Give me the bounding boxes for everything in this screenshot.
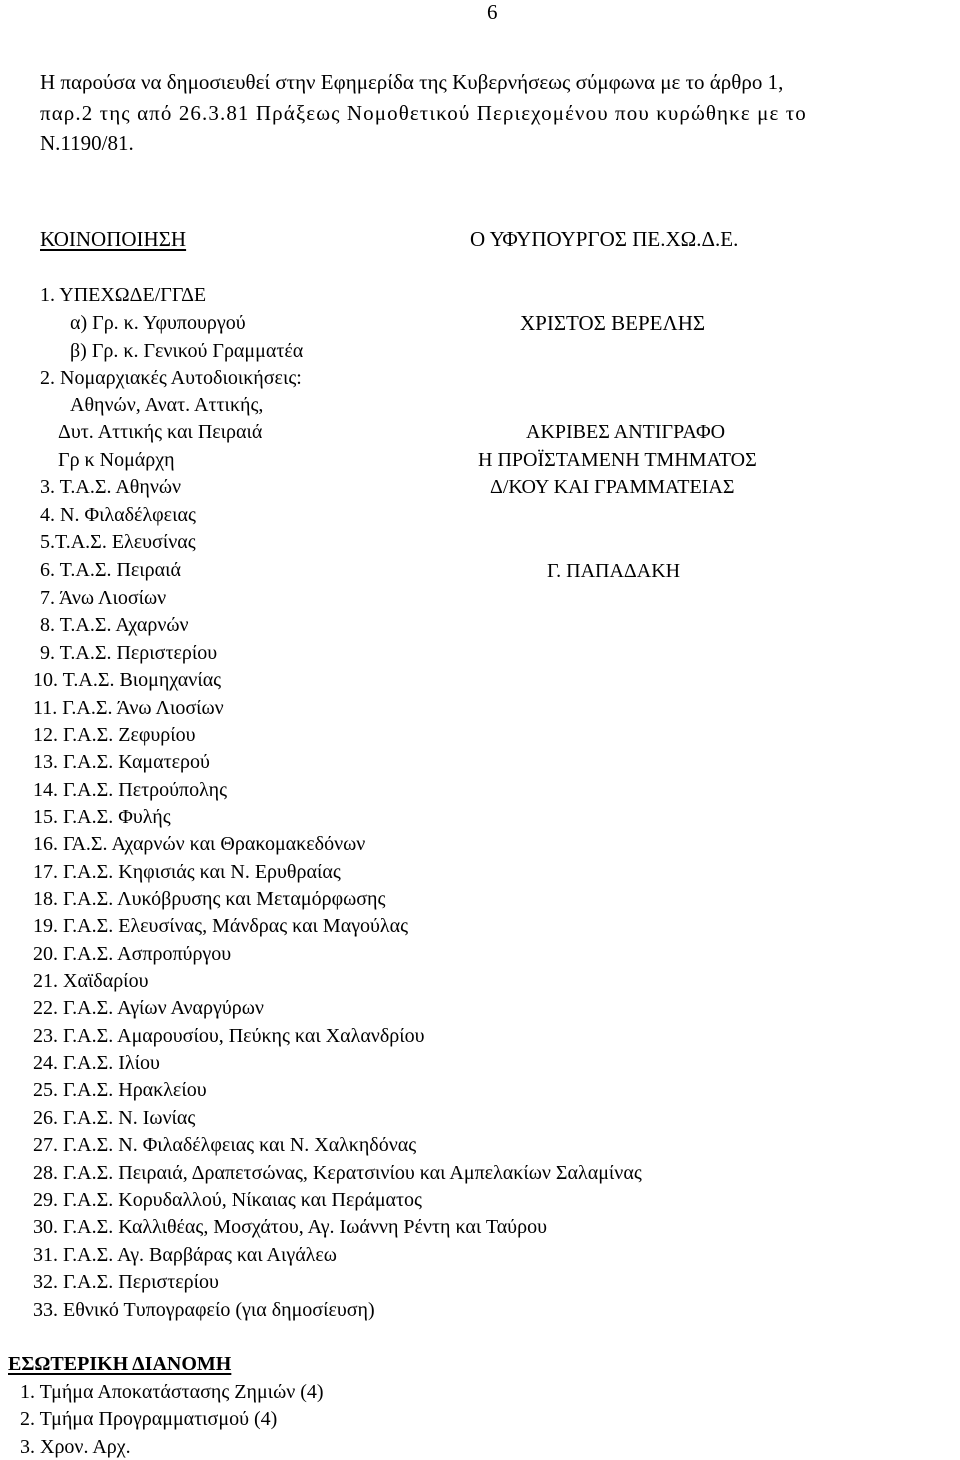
distribution-item: 12. Γ.Α.Σ. Ζεφυρίου <box>33 724 196 746</box>
distribution-item: Δυτ. Αττικής και Πειραιά <box>58 421 263 443</box>
distribution-item: 19. Γ.Α.Σ. Ελευσίνας, Μάνδρας και Μαγούλας <box>33 915 409 937</box>
distribution-item: 25. Γ.Α.Σ. Ηρακλείου <box>33 1079 207 1101</box>
distribution-item: 24. Γ.Α.Σ. Ιλίου <box>33 1052 160 1074</box>
publication-note-line-3: Ν.1190/81. <box>40 131 134 155</box>
distribution-item: 10. Τ.Α.Σ. Βιομηχανίας <box>33 669 222 691</box>
distribution-item: 7. Άνω Λιοσίων <box>40 587 167 609</box>
distribution-item: 14. Γ.Α.Σ. Πετρούπολης <box>33 779 228 801</box>
distribution-item: 5.Τ.Α.Σ. Ελευσίνας <box>40 531 196 553</box>
certification-name: Γ. ΠΑΠΑΔΑΚΗ <box>547 560 681 582</box>
distribution-item: 3. Τ.Α.Σ. Αθηνών <box>40 476 182 498</box>
distribution-item: 2. Νομαρχιακές Αυτοδιοικήσεις: <box>40 367 302 389</box>
distribution-item: α) Γρ. κ. Υφυπουργού <box>70 312 246 334</box>
distribution-item: 4. Ν. Φιλαδέλφειας <box>40 504 196 526</box>
publication-note-text-2: παρ.2 της από 26.3.81 Πράξεως Νομοθετικού Περιεχομένου που κυρώθηκε με το <box>40 101 807 125</box>
distribution-item: 11. Γ.Α.Σ. Άνω Λιοσίων <box>33 697 224 719</box>
distribution-heading: ΚΟΙΝΟΠΟΙΗΣΗ <box>40 227 187 251</box>
distribution-item: 18. Γ.Α.Σ. Λυκόβρυσης και Μεταμόρφωσης <box>33 888 386 910</box>
distribution-item: 26. Γ.Α.Σ. Ν. Ιωνίας <box>33 1107 196 1129</box>
internal-distribution-item: 2. Τμήμα Προγραμματισμού (4) <box>20 1408 278 1430</box>
signatory-title: Ο ΥΦΥΠΟΥΡΓΟΣ ΠΕ.ΧΩ.Δ.Ε. <box>470 227 739 251</box>
distribution-item: 31. Γ.Α.Σ. Αγ. Βαρβάρας και Αιγάλεω <box>33 1244 337 1266</box>
distribution-item: 15. Γ.Α.Σ. Φυλής <box>33 806 171 828</box>
distribution-item: 22. Γ.Α.Σ. Αγίων Αναργύρων <box>33 997 264 1019</box>
page-number: 6 <box>487 0 498 24</box>
publication-note-line-1 <box>40 72 951 93</box>
certification-line-3: Δ/ΚΟΥ ΚΑΙ ΓΡΑΜΜΑΤΕΙΑΣ <box>490 476 735 498</box>
distribution-item: 30. Γ.Α.Σ. Καλλιθέας, Μοσχάτου, Αγ. Ιωάννη Ρέντη και Ταύρου <box>33 1216 547 1238</box>
distribution-item: 28. Γ.Α.Σ. Πειραιά, Δραπετσώνας, Κερατσινίου και Αμπελακίων Σαλαμίνας <box>33 1162 642 1184</box>
distribution-item: 20. Γ.Α.Σ. Ασπροπύργου <box>33 943 232 965</box>
publication-note-text-1: Η παρούσα να δημοσιευθεί στην Εφημερίδα της Κυβερνήσεως σύμφωνα με το άρθρο 1, <box>40 70 784 94</box>
distribution-item: 8. Τ.Α.Σ. Αχαρνών <box>40 614 189 636</box>
internal-distribution-heading: ΕΣΩΤΕΡΙΚΗ ΔΙΑΝΟΜΗ <box>8 1353 232 1375</box>
distribution-item: β) Γρ. κ. Γενικού Γραμματέα <box>70 340 304 362</box>
distribution-item: 27. Γ.Α.Σ. Ν. Φιλαδέλφειας και Ν. Χαλκηδόνας <box>33 1134 417 1156</box>
distribution-item: Γρ κ Νομάρχη <box>58 449 175 471</box>
distribution-item: Αθηνών, Ανατ. Αττικής, <box>70 394 264 416</box>
publication-note-line-2 <box>40 103 951 124</box>
distribution-item: 13. Γ.Α.Σ. Καματερού <box>33 751 210 773</box>
distribution-item: 29. Γ.Α.Σ. Κορυδαλλού, Νίκαιας και Περάματος <box>33 1189 422 1211</box>
distribution-item: 21. Χαϊδαρίου <box>33 970 149 992</box>
distribution-item: 9. Τ.Α.Σ. Περιστερίου <box>40 642 218 664</box>
distribution-item: 16. ΓΑ.Σ. Αχαρνών και Θρακομακεδόνων <box>33 833 366 855</box>
internal-distribution-item: 1. Τμήμα Αποκατάστασης Ζημιών (4) <box>20 1381 324 1403</box>
distribution-item: 17. Γ.Α.Σ. Κηφισιάς και Ν. Ερυθραίας <box>33 861 341 883</box>
certification-line-2: Η ΠΡΟΪΣΤΑΜΕΝΗ ΤΜΗΜΑΤΟΣ <box>478 449 757 471</box>
distribution-item: 6. Τ.Α.Σ. Πειραιά <box>40 559 181 581</box>
distribution-item: 32. Γ.Α.Σ. Περιστερίου <box>33 1271 219 1293</box>
signatory-name: ΧΡΙΣΤΟΣ ΒΕΡΕΛΗΣ <box>520 311 706 335</box>
distribution-item: 1. ΥΠΕΧΩΔΕ/ΓΓΔΕ <box>40 284 207 306</box>
distribution-item: 23. Γ.Α.Σ. Αμαρουσίου, Πεύκης και Χαλανδρίου <box>33 1025 425 1047</box>
certification-line-1: ΑΚΡΙΒΕΣ ΑΝΤΙΓΡΑΦΟ <box>526 421 726 443</box>
internal-distribution-item: 3. Χρον. Αρχ. <box>20 1436 131 1458</box>
distribution-item: 33. Εθνικό Τυπογραφείο (για δημοσίευση) <box>33 1299 375 1321</box>
